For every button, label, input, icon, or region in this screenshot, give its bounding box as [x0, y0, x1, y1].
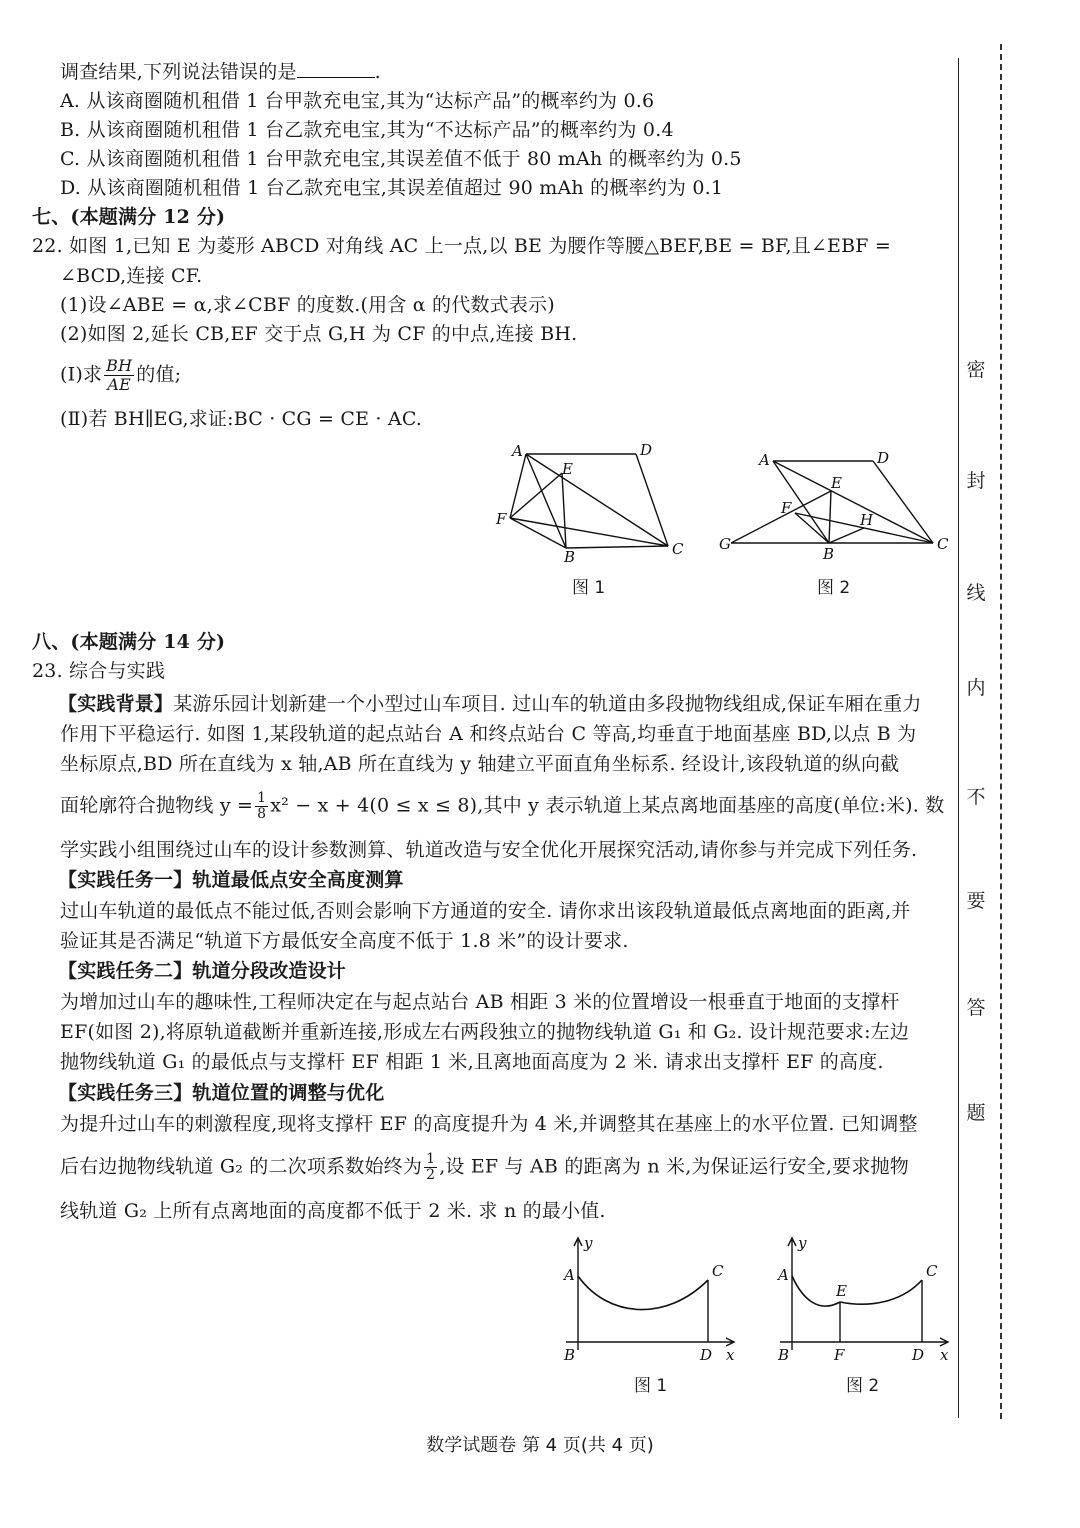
axis-x-label: x	[726, 1346, 735, 1364]
background-text: 某游乐园计划新建一个小型过山车项目. 过山车的轨道由多段抛物线组成,保证车厢在重力	[173, 693, 922, 715]
seal-dashed-line	[1000, 44, 1002, 1419]
background-line-1	[58, 690, 922, 718]
task-2-line-1: 为增加过山车的趣味性,工程师决定在与起点站台 AB 相距 3 米的位置增设一根垂直于地面的支撑杆	[60, 991, 900, 1013]
background-line-3: 坐标原点,BD 所在直线为 x 轴,AB 所在直线为 y 轴建立平面直角坐标系. 经设计,该段轨道的纵向截	[60, 753, 900, 775]
label-h: H	[860, 511, 874, 529]
parabola-graph-2	[770, 1232, 960, 1367]
label-b: B	[778, 1346, 790, 1364]
option-c: C. 从该商圈随机租借 1 台甲款充电宝,其误差值不低于 80 mAh 的概率约为 0.5	[60, 148, 742, 170]
section-7-heading: 七、(本题满分 12 分)	[32, 206, 226, 228]
label-a: A	[512, 442, 523, 460]
background-line-2: 作用下平稳运行. 如图 1,某段轨道的起点站台 A 和终点站台 C 等高,均垂直于地面基座 BD,以点 B 为	[60, 723, 917, 745]
option-d: D. 从该商圈随机租借 1 台乙款充电宝,其误差值超过 90 mAh 的概率约为 0.1	[60, 177, 724, 199]
label-b: B	[823, 545, 835, 563]
q22-i-prefix: (Ⅰ)求	[60, 363, 103, 386]
label-d: D	[877, 449, 890, 467]
margin-rule	[958, 58, 959, 1418]
label-d: D	[912, 1346, 925, 1364]
background-line-4	[60, 791, 944, 822]
seal-char-2: 封	[966, 470, 986, 492]
formula-suffix: x² − x + 4(0 ≤ x ≤ 8),其中 y 表示轨道上某点离地面基座的高度(单位:米). 数	[270, 794, 945, 817]
task-1-line-1: 过山车轨道的最低点不能过低,否则会影响下方通道的安全. 请你求出该段轨道最低点离地面的距离,并	[60, 900, 911, 922]
task-3-line-1: 为提升过山车的刺激程度,现将支撑杆 EF 的高度提升为 4 米,并调整其在基座上的水平位置. 已知调整	[60, 1113, 918, 1135]
answer-blank	[297, 59, 375, 78]
label-a: A	[778, 1266, 789, 1284]
graph-1-caption: 图 1	[634, 1376, 668, 1396]
label-f: F	[781, 499, 792, 517]
fraction-numerator: 1	[257, 790, 267, 806]
task-3-heading: 【实践任务三】轨道位置的调整与优化	[58, 1082, 385, 1104]
q22-part-1: (1)设∠ABE = α,求∠CBF 的度数.(用含 α 的代数式表示)	[60, 294, 555, 316]
geometry-figure-1	[490, 436, 700, 566]
q22-part-2: (2)如图 2,延长 CB,EF 交于点 G,H 为 CF 的中点,连接 BH.	[60, 323, 578, 345]
fraction-denominator: AE	[107, 375, 132, 394]
label-f: F	[496, 510, 507, 528]
figure-2-caption: 图 2	[817, 578, 851, 598]
task-3-line-2	[60, 1152, 909, 1183]
label-d: D	[640, 441, 653, 459]
seal-char-5: 不	[966, 786, 986, 808]
label-c: C	[926, 1262, 938, 1280]
q22-line-1: 22. 如图 1,已知 E 为菱形 ABCD 对角线 AC 上一点,以 BE 为腰作等腰△BEF,BE = BF,且∠EBF =	[32, 235, 892, 257]
axis-x-label: x	[940, 1346, 949, 1364]
fraction-bh-ae	[104, 357, 134, 394]
option-a: A. 从该商圈随机租借 1 台甲款充电宝,其为“达标产品”的概率约为 0.6	[60, 90, 655, 112]
figure-1-caption: 图 1	[572, 578, 606, 598]
geometry-figure-2	[715, 443, 955, 568]
parabola-graph-1	[556, 1232, 746, 1367]
fraction-one-half	[424, 1152, 437, 1183]
seal-char-1: 密	[966, 359, 986, 381]
task-3-suffix: ,设 EF 与 AB 的距离为 n 米,为保证运行安全,要求抛物	[439, 1155, 909, 1178]
formula-prefix: 面轮廓符合抛物线 y =	[60, 794, 254, 817]
seal-char-4: 内	[966, 677, 986, 699]
task-1-line-2: 验证其是否满足“轨道下方最低安全高度不低于 1.8 米”的设计要求.	[60, 930, 629, 952]
fraction-numerator: 1	[426, 1151, 436, 1167]
section-8-heading: 八、(本题满分 14 分)	[32, 631, 226, 653]
label-g: G	[719, 535, 731, 553]
graph-2-caption: 图 2	[846, 1376, 880, 1396]
q22-part-2-ii: (Ⅱ)若 BH∥EG,求证:BC · CG = CE · AC.	[60, 408, 423, 430]
fraction-denominator: 8	[257, 806, 267, 822]
task-1-heading: 【实践任务一】轨道最低点安全高度测算	[58, 869, 404, 891]
label-c: C	[672, 540, 684, 558]
label-b: B	[564, 548, 576, 566]
q21-stem-text: 调查结果,下列说法错误的是	[60, 61, 297, 83]
q21-stem-line	[60, 58, 381, 86]
label-d: D	[700, 1346, 713, 1364]
q23-title: 23. 综合与实践	[32, 660, 166, 682]
fraction-one-eighth	[255, 791, 268, 822]
label-e: E	[836, 1282, 847, 1300]
label-e: E	[562, 460, 573, 478]
option-b: B. 从该商圈随机租借 1 台乙款充电宝,其为“不达标产品”的概率约为 0.4	[60, 119, 674, 141]
task-2-line-2: EF(如图 2),将原轨道截断并重新连接,形成左右两段独立的抛物线轨道 G₁ 和 G₂. 设计规范要求:左边	[60, 1021, 910, 1043]
q21-stem-period: .	[374, 61, 381, 83]
label-a: A	[759, 451, 770, 469]
fraction-denominator: 2	[426, 1167, 436, 1183]
axis-y-label: y	[584, 1234, 593, 1252]
label-c: C	[712, 1262, 724, 1280]
label-c: C	[937, 535, 949, 553]
seal-char-8: 题	[966, 1102, 986, 1124]
q22-line-2: ∠BCD,连接 CF.	[60, 265, 203, 287]
seal-char-3: 线	[966, 582, 986, 604]
task-3-line-3: 线轨道 G₂ 上所有点离地面的高度都不低于 2 米. 求 n 的最小值.	[60, 1200, 606, 1222]
page-footer: 数学试题卷 第 4 页(共 4 页)	[426, 1435, 654, 1456]
axis-y-label: y	[798, 1234, 807, 1252]
label-b: B	[564, 1346, 576, 1364]
seal-char-7: 答	[966, 997, 986, 1019]
background-tag: 【实践背景】	[58, 693, 174, 715]
label-e: E	[831, 474, 842, 492]
q22-part-2-i	[60, 357, 181, 394]
task-2-heading: 【实践任务二】轨道分段改造设计	[58, 960, 347, 982]
q22-i-suffix: 的值;	[136, 363, 182, 386]
label-a: A	[564, 1266, 575, 1284]
fraction-numerator: BH	[106, 356, 133, 375]
task-3-prefix: 后右边抛物线轨道 G₂ 的二次项系数始终为	[60, 1155, 423, 1178]
task-2-line-3: 抛物线轨道 G₁ 的最低点与支撑杆 EF 相距 1 米,且离地面高度为 2 米. 请求出支撑杆 EF 的高度.	[60, 1051, 884, 1073]
label-f: F	[834, 1346, 845, 1364]
background-line-5: 学实践小组围绕过山车的设计参数测算、轨道改造与安全优化开展探究活动,请你参与并完成下列任务.	[60, 839, 918, 861]
seal-char-6: 要	[966, 890, 986, 912]
